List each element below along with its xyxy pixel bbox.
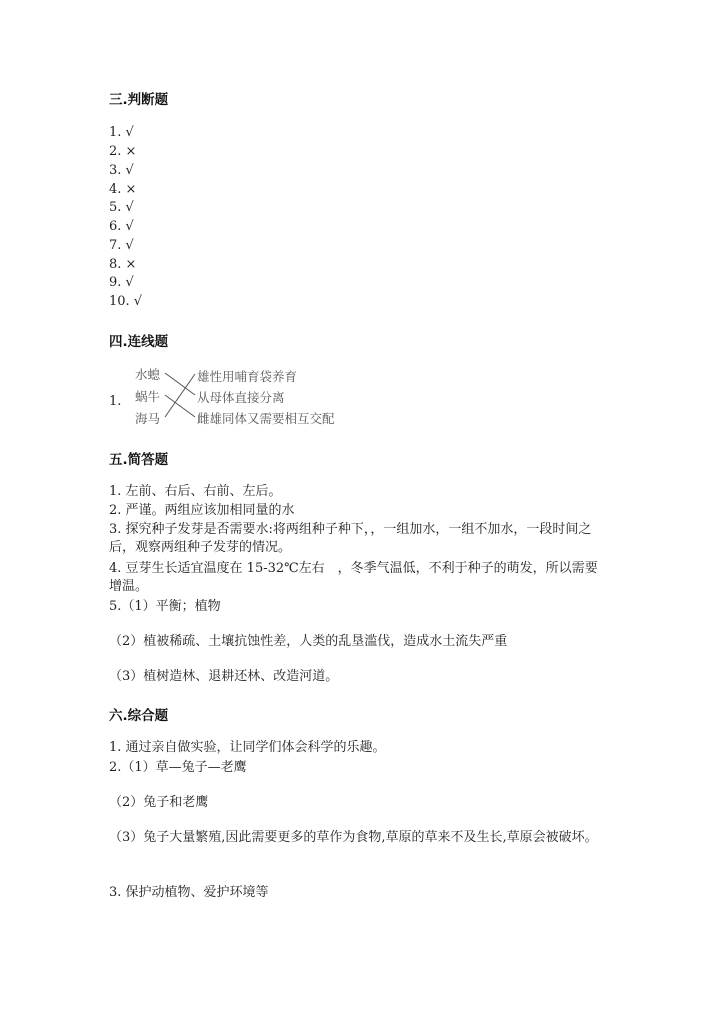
judgment-answer-2: 2. ×: [109, 144, 137, 159]
short-answer-3: 3. 探究种子发芽是否需要水:将两组种子种下，，一组加水，一组不加水，一段时间之后，观察两组种子发芽的情况。: [109, 522, 592, 555]
line-hydra-to-budding: [165, 373, 195, 395]
right-item-male-pouch: 雄性用哺育袋养育: [197, 369, 298, 384]
line-seahorse-to-male-pouch: [165, 374, 195, 417]
section-title-judgment: 三.判断题: [109, 92, 169, 108]
short-answer-5-part-2: （2）植被稀疏、土壤抗蚀性差，人类的乱垦滥伐，造成水土流失严重: [109, 634, 508, 649]
short-answer-1: 1. 左前、右后、右前、左后。: [109, 484, 282, 499]
section-title-comprehensive: 六.综合题: [109, 708, 169, 724]
judgment-answer-6: 6. √: [109, 219, 134, 234]
section-title-short-answer: 五.简答题: [109, 452, 169, 468]
left-item-snail: 蜗牛: [135, 389, 161, 404]
short-answer-2: 2. 严谨。两组应该加相同量的水: [109, 503, 295, 518]
comprehensive-answer-2-part-2: （2）兔子和老鹰: [109, 795, 209, 810]
judgment-answer-5: 5. √: [109, 200, 134, 215]
left-item-seahorse: 海马: [135, 411, 161, 426]
judgment-answer-8: 8. ×: [109, 257, 137, 272]
section-title-matching: 四.连线题: [109, 334, 169, 350]
left-item-hydra: 水螅: [135, 367, 161, 382]
matching-lines: [109, 363, 369, 427]
short-answer-4: 4. 豆芽生长适宜温度在 15-32℃左右 ，冬季气温低，不利于种子的萌发，所以需要增温。: [109, 561, 598, 594]
line-snail-to-hermaphrodite: [165, 395, 195, 417]
comprehensive-answer-3: 3. 保护动植物、爱护环境等: [109, 885, 269, 900]
matching-diagram: [109, 363, 369, 427]
right-item-hermaphrodite: 雌雄同体又需要相互交配: [197, 411, 335, 426]
matching-item-number: 1.: [109, 394, 122, 409]
right-item-budding: 从母体直接分离: [197, 390, 285, 405]
comprehensive-answer-2-part-1: 2.（1）草—兔子—老鹰: [109, 760, 247, 775]
judgment-answer-7: 7. √: [109, 238, 134, 253]
short-answer-5-part-3: （3）植树造林、退耕还林、改造河道。: [109, 669, 339, 684]
short-answer-5-part-1: 5.（1）平衡；植物: [109, 599, 221, 614]
comprehensive-answer-2-part-3: （3）兔子大量繁殖,因此需要更多的草作为食物,草原的草来不及生长,草原会被破坏。: [109, 830, 598, 845]
judgment-answer-4: 4. ×: [109, 182, 137, 197]
judgment-answer-3: 3. √: [109, 163, 134, 178]
judgment-answer-10: 10. √: [109, 294, 143, 309]
comprehensive-answer-1: 1. 通过亲自做实验，让同学们体会科学的乐趣。: [109, 740, 386, 755]
judgment-answer-9: 9. √: [109, 275, 134, 290]
judgment-answer-1: 1. √: [109, 125, 134, 140]
